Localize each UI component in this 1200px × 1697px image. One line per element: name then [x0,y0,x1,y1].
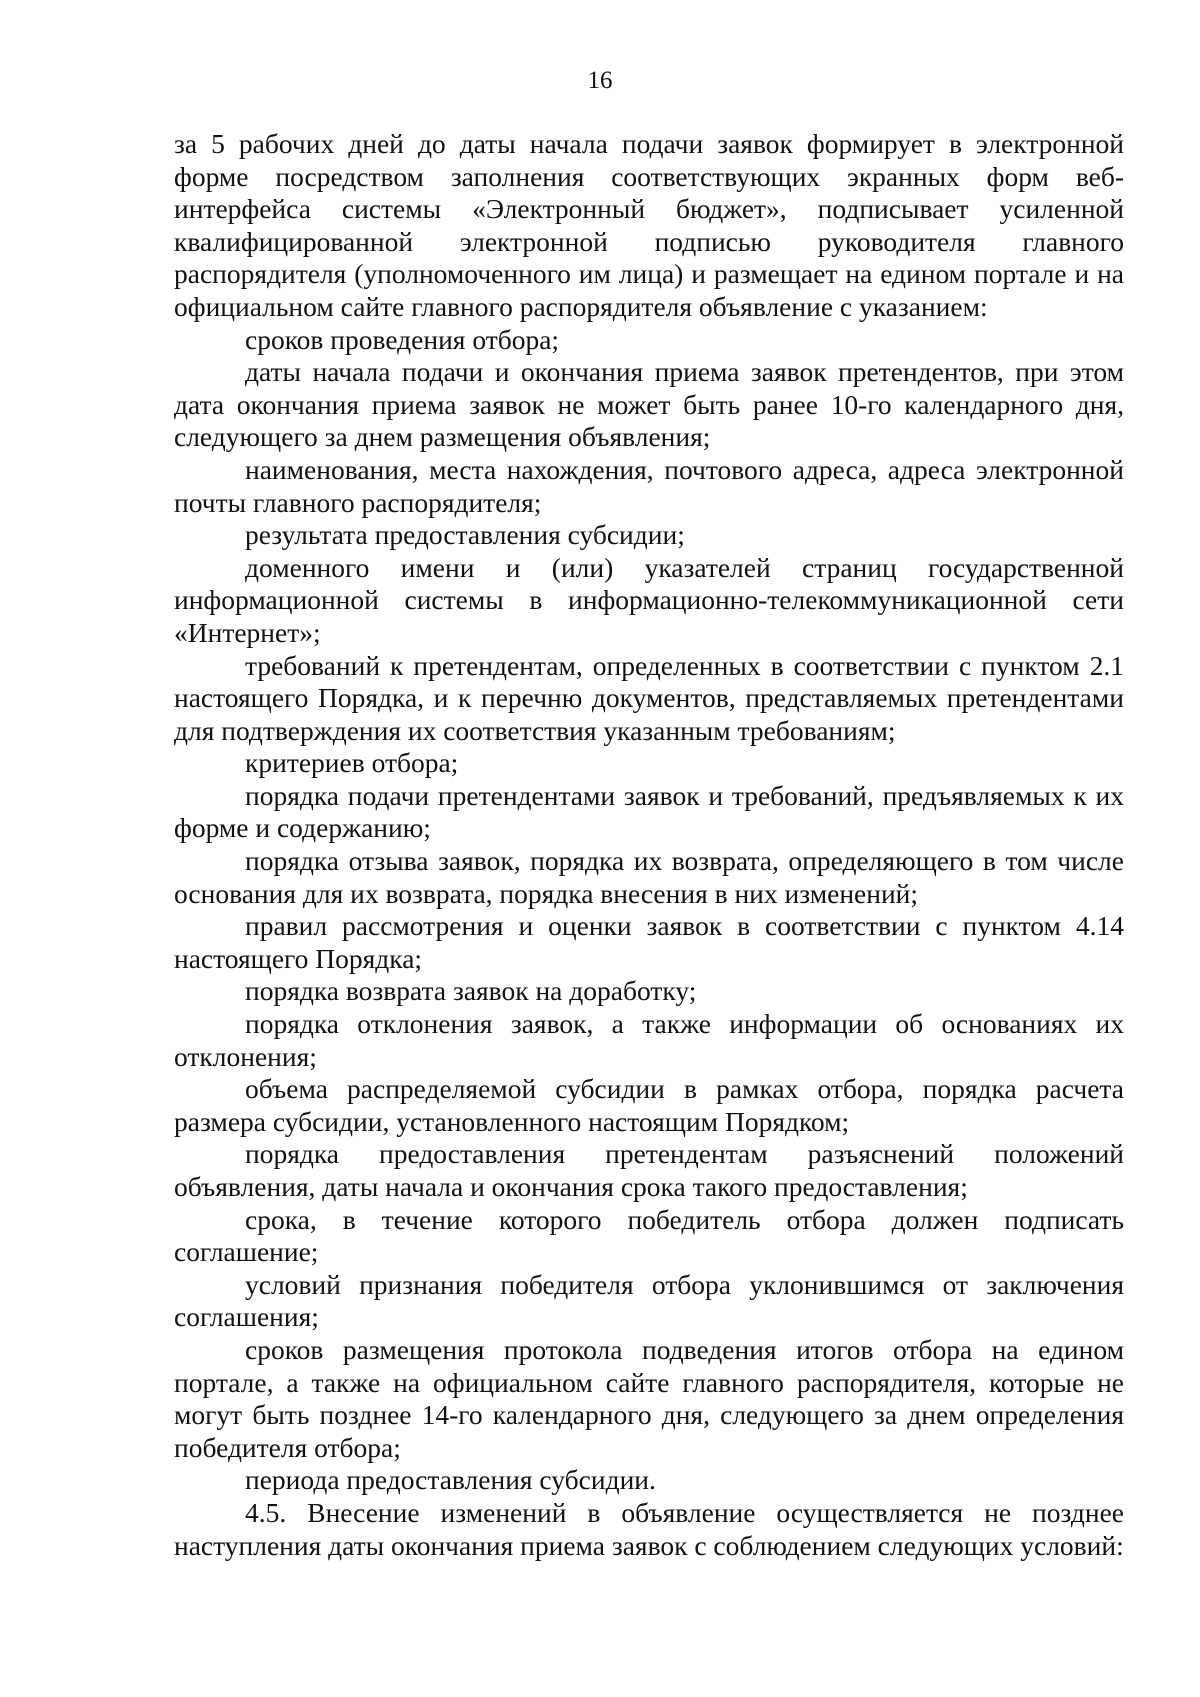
document-body [174,128,1124,1562]
list-item: сроков проведения отбора; [245,323,560,355]
list-item: порядка подачи претендентами заявок и требований, предъявляемых к их форме и содержанию; [174,779,1124,844]
page-number: 16 [587,67,613,94]
list-item: результата предоставления субсидии; [245,519,685,551]
list-item: объема распределяемой субсидии в рамках отбора, порядка расчета размера субсидии, установленного настоящим Порядком; [174,1073,1124,1137]
section-4-5-paragraph: 4.5. Внесение изменений в объявление осуществляется не позднее наступления даты окончания приема заявок с соблюдением следующих условий: [174,1496,1124,1561]
list-item: доменного имени и (или) указателей страниц государственной информационной системы в информационно-телекоммуникационной сети «Интернет»; [174,551,1124,648]
list-item: наименования, места нахождения, почтового адреса, адреса электронной почты главного распорядителя; [174,453,1124,518]
list-item: порядка предоставления претендентам разъяснений положений объявления, даты начала и окончания срока такого предоставления; [174,1138,1124,1202]
list-item: срока, в течение которого победитель отбора должен подписать соглашение; [174,1203,1124,1268]
list-item: сроков размещения протокола подведения итогов отбора на едином портале, а также на официальном сайте главного распорядителя, которые не могут быть позднее 14-го календарного дня, следующего за днем определения победителя отбора; [174,1333,1124,1463]
list-item: порядка возврата заявок на доработку; [245,975,697,1007]
list-item: требований к претендентам, определенных в соответствии с пунктом 2.1 настоящего Порядка, и к перечню документов, представляемых претендентами для подтверждения их соответствия указанным требованиям; [174,649,1124,746]
list-item: критериев отбора; [245,747,459,779]
list-item: условий признания победителя отбора уклонившимся от заключения соглашения; [174,1268,1124,1333]
list-item: периода предоставления субсидии. [245,1464,656,1496]
list-item: даты начала подачи и окончания приема заявок претендентов, при этом дата окончания приема заявок не может быть ранее 10-го календарного дня, следующего за днем размещения объявления; [174,356,1124,453]
list-item: правил рассмотрения и оценки заявок в соответствии с пунктом 4.14 настоящего Порядка; [174,910,1124,974]
list-item: порядка отзыва заявок, порядка их возврата, определяющего в том числе основания для их возврата, порядка внесения в них изменений; [174,845,1124,909]
paragraph-intro: за 5 рабочих дней до даты начала подачи заявок формирует в электронной форме посредством заполнения соответствующих экранных форм веб-интерфейса системы «Электронный бюджет», подписывает усиленной квалифицированной электронной подписью руководителя главного распорядителя (уполномоченного им лица) и размещает на едином портале и на официальном сайте главного распорядителя объявление с указанием: [174,128,1124,322]
list-item: порядка отклонения заявок, а также информации об основаниях их отклонения; [174,1008,1124,1072]
